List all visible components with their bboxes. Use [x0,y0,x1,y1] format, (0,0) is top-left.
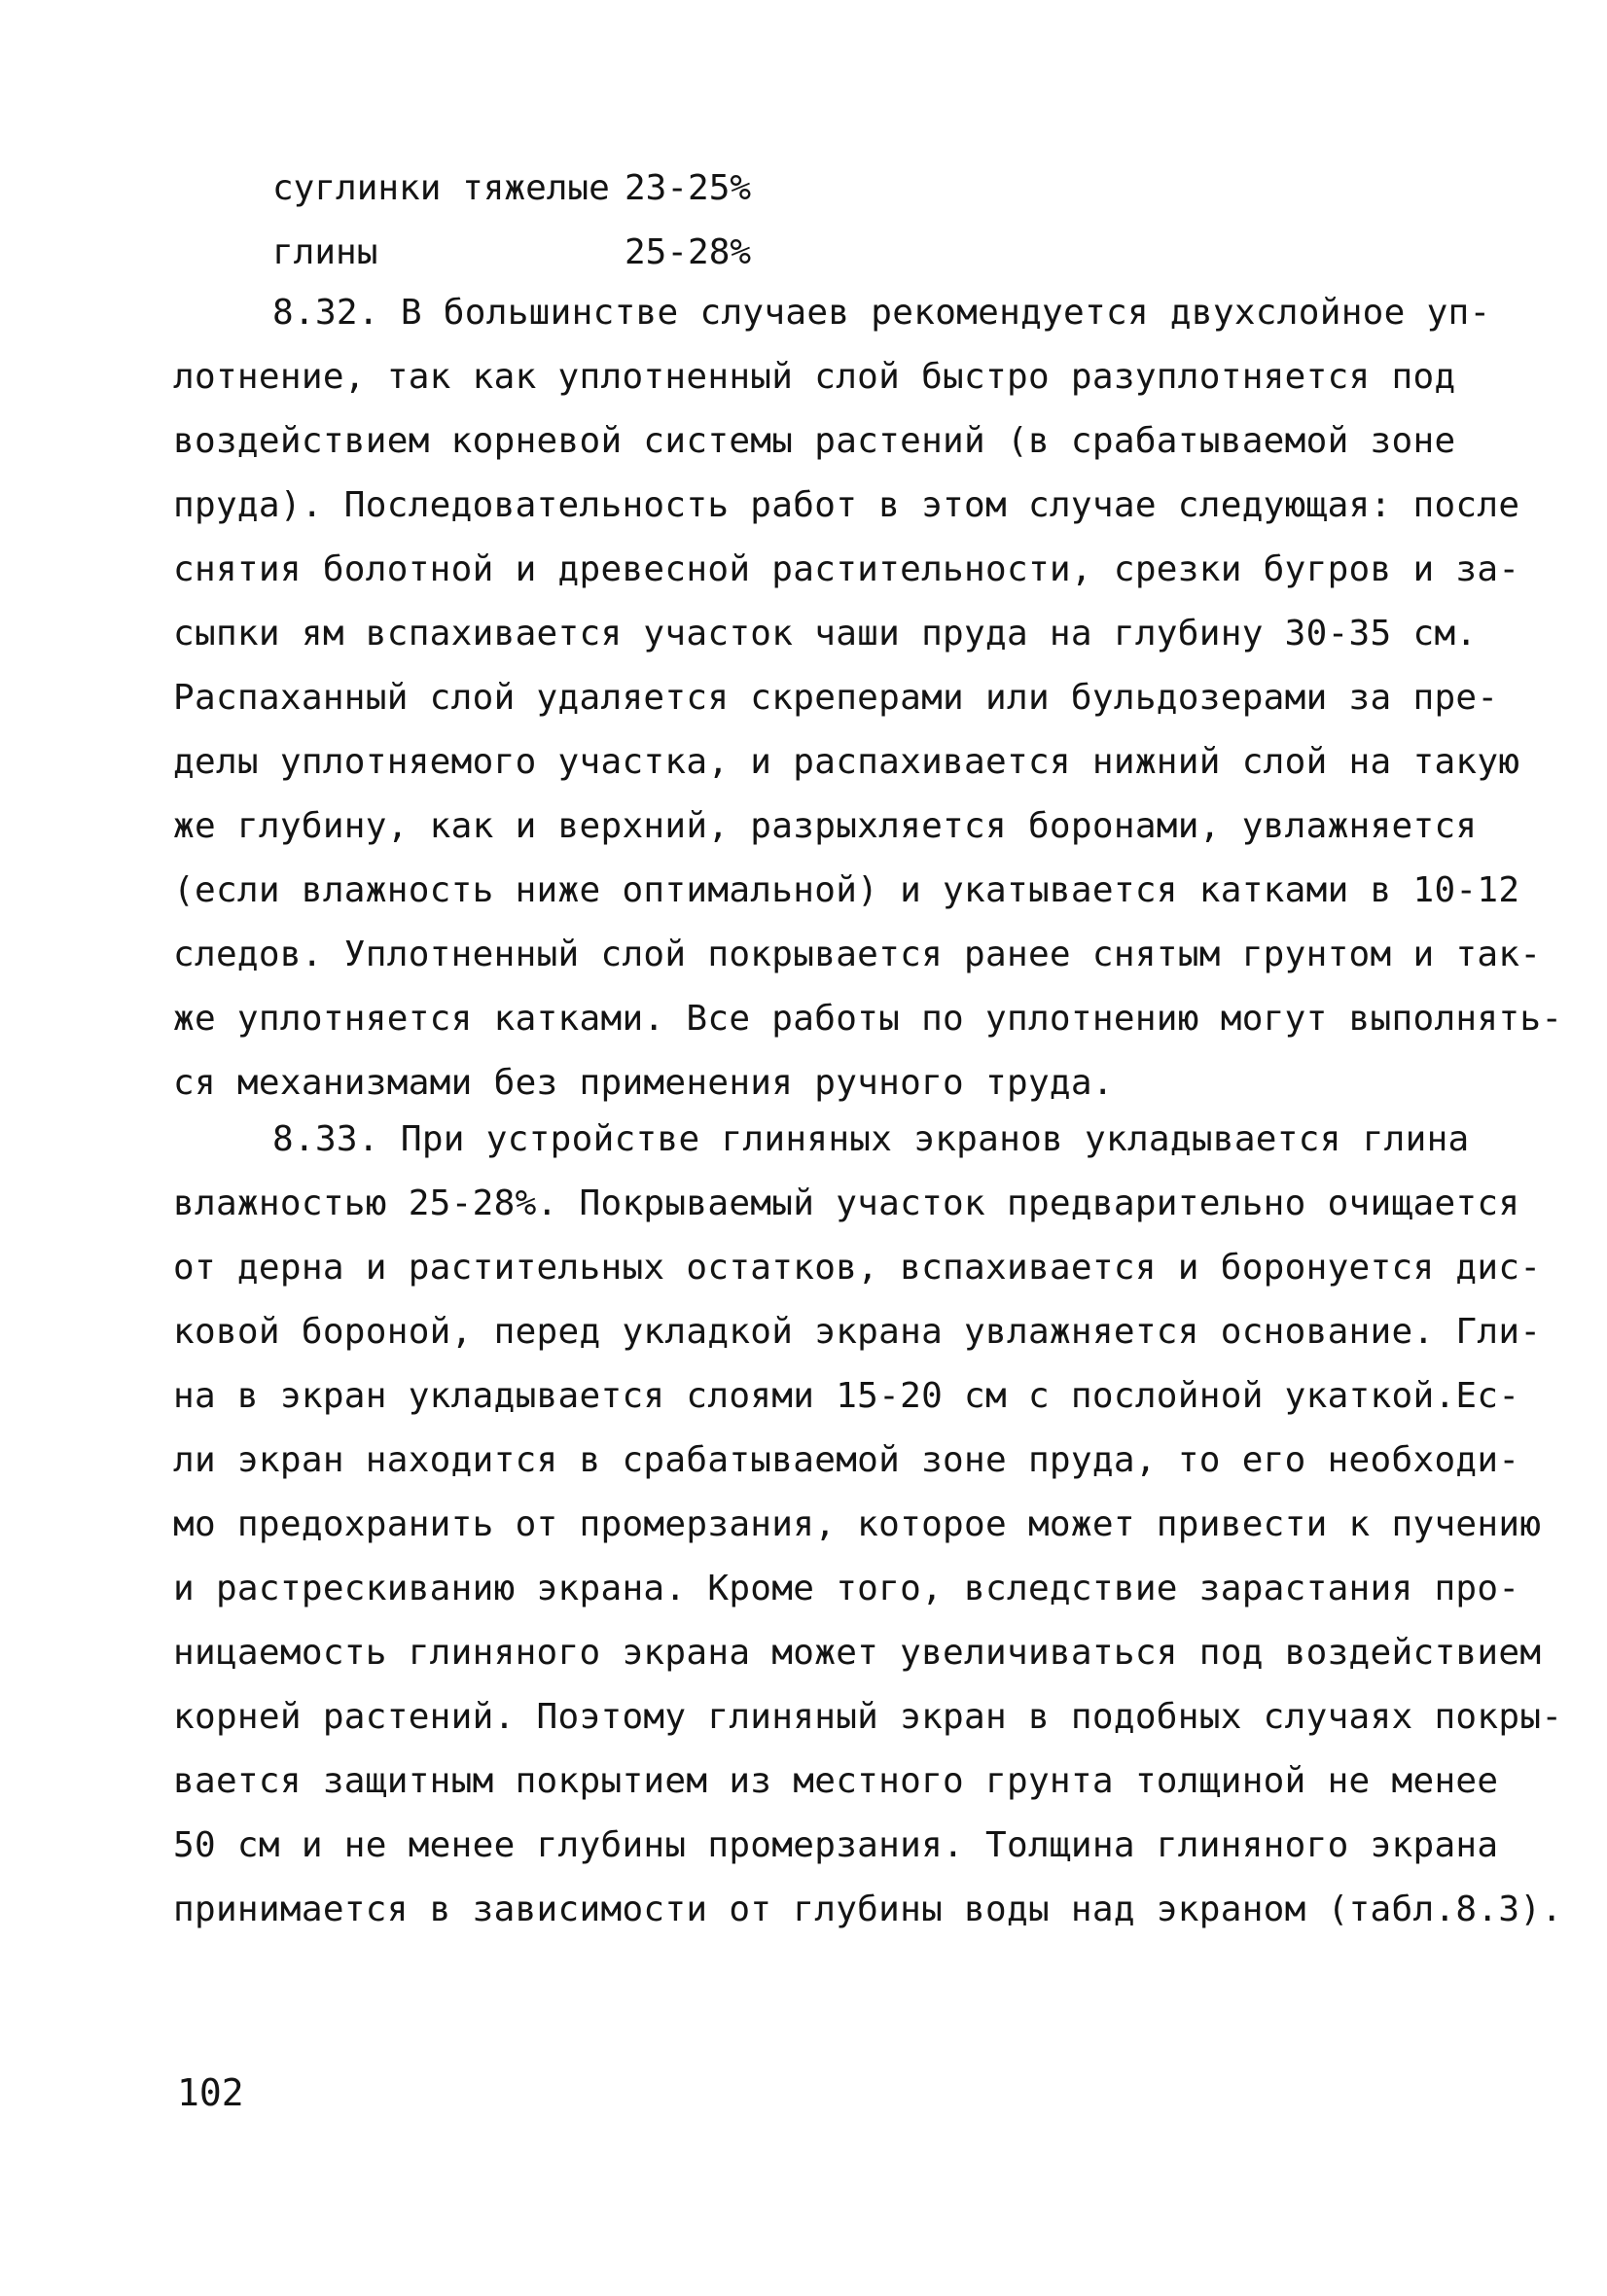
page-number: 102 [177,2071,244,2114]
table-row-range: 25-28% [625,232,752,272]
text-line: (если влажность ниже оптимальной) и укатывается катками в 10-12 [173,870,1520,910]
text-line: сыпки ям вспахивается участок чаши пруда на глубину 30-35 см. [173,614,1478,653]
text-line: ковой бороной, перед укладкой экрана увлажняется основание. Гли- [173,1312,1542,1352]
table-row-material: суглинки тяжелые [272,168,610,208]
text-line: влажностью 25-28%. Покрываемый участок предварительно очищается [173,1183,1520,1223]
text-line: и растрескиванию экрана. Кроме того, вследствие зарастания про- [173,1569,1520,1608]
text-line: 8.33. При устройстве глиняных экранов укладывается глина [272,1119,1470,1159]
text-line: 50 см и не менее глубины промерзания. Толщина глиняного экрана [173,1825,1499,1865]
text-line: же уплотняется катками. Все работы по уплотнению могут выполнять- [173,999,1563,1039]
text-line: воздействием корневой системы растений (в срабатываемой зоне [173,421,1456,461]
text-line: вается защитным покрытием из местного грунта толщиной не менее [173,1761,1499,1801]
table-row-range: 23-25% [625,168,752,208]
text-line: корней растений. Поэтому глиняный экран в подобных случаях покры- [173,1697,1563,1737]
table-row-material: глины [272,232,378,272]
text-line: принимается в зависимости от глубины воды над экраном (табл.8.3). [173,1890,1563,1929]
text-line: 8.32. В большинстве случаев рекомендуется двухслойное уп- [272,293,1491,333]
text-line: от дерна и растительных остатков, вспахивается и боронуется дис- [173,1248,1542,1288]
text-line: же глубину, как и верхний, разрыхляется боронами, увлажняется [173,806,1478,846]
text-line: снятия болотной и древесной растительности, срезки бугров и за- [173,549,1520,589]
text-line: ли экран находится в срабатываемой зоне пруда, то его необходи- [173,1440,1520,1480]
text-line: следов. Уплотненный слой покрывается ранее снятым грунтом и так- [173,935,1542,974]
text-line: лотнение, так как уплотненный слой быстро разуплотняется под [173,357,1456,397]
text-line: мо предохранить от промерзания, которое может привести к пучению [173,1504,1542,1544]
text-line: на в экран укладывается слоями 15-20 см с послойной укаткой.Ес- [173,1376,1520,1416]
text-line: делы уплотняемого участка, и распахивается нижний слой на такую [173,742,1520,782]
text-line: пруда). Последовательность работ в этом случае следующая: после [173,485,1520,525]
text-line: Распаханный слой удаляется скреперами или бульдозерами за пре- [173,678,1499,718]
text-line: ся механизмами без применения ручного труда. [173,1063,1114,1103]
text-line: ницаемость глиняного экрана может увеличиваться под воздействием [173,1633,1542,1673]
